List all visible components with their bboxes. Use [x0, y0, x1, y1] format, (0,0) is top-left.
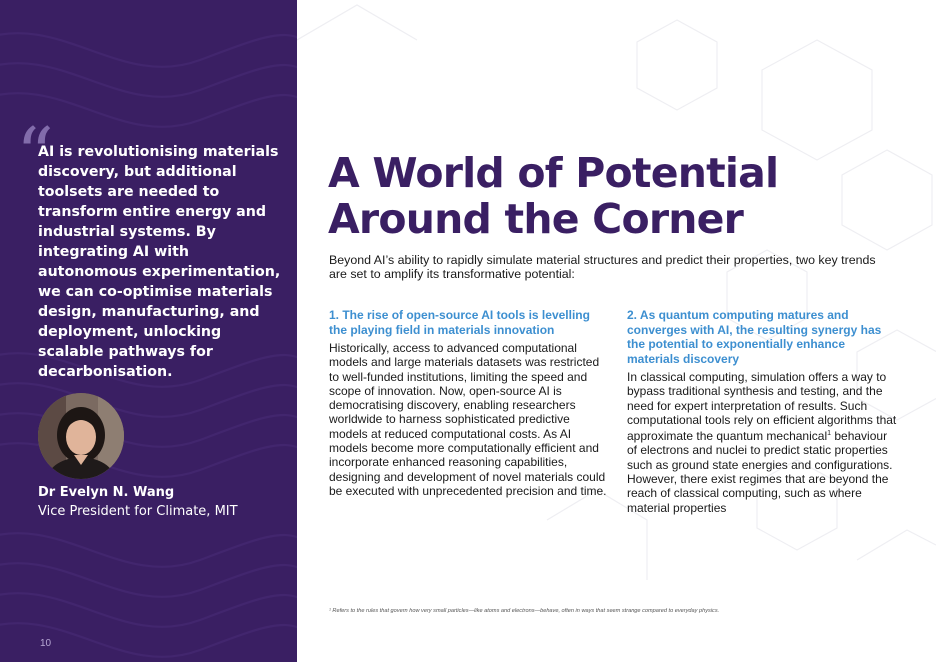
trend-2-column — [627, 308, 899, 515]
trend-2-body-part-2: behaviour of electrons and nuclei to predict static properties such as ground state energies and configurations. However, there exist regimes that are beyond the reach of classical computing, such as where material properties — [627, 429, 893, 515]
trend-2-body — [627, 370, 899, 515]
author-title: Vice President for Climate, MIT — [38, 504, 238, 519]
trend-1-heading: 1. The rise of open-source AI tools is levelling the playing field in materials innovation — [329, 308, 590, 337]
page-title: A World of Potential Around the Corner — [328, 149, 779, 243]
trend-2-body-part-1: In classical computing, simulation offers a way to bypass traditional synthesis and testing, and the need for expert interpretation of results. Such computational tools rely on efficient algorithms that approximate the quantum mechanical — [627, 370, 897, 444]
intro-paragraph: Beyond AI’s ability to rapidly simulate material structures and predict their properties, two key trends are set to amplify its transformative potential: — [329, 253, 876, 281]
trend-1-body: Historically, access to advanced computational models and large materials datasets was restricted to well-funded institutions, limiting the speed and scope of innovation. Now, open-source AI is democratising discovery, enabling researchers worldwide to harness sophisticated predictive models at reduced computational costs. As AI models become more computationally efficient and incorporate enhanced reasoning capabilities, designing and development of novel materials could be executed with unprecedented precision and time. — [329, 341, 607, 498]
page-number: 10 — [40, 638, 52, 649]
author-avatar — [38, 393, 124, 479]
pull-quote: AI is revolutionising materials discovery, but additional toolsets are needed to transform entire energy and industrial systems. By integrating AI with autonomous experimentation, we can co-optimise materials design, manufacturing, and deployment, unlocking scalable pathways for decarbonisation. — [38, 144, 281, 380]
footnote: ¹ Refers to the rules that govern how very small particles—like atoms and electrons—behave, often in ways that seem strange compared to everyday physics. — [329, 608, 720, 614]
trend-1-column — [329, 308, 609, 498]
footnote-reference: 1 — [827, 430, 832, 438]
quote-mark-icon: “ — [16, 112, 54, 198]
quote-sidebar — [0, 0, 297, 662]
author-name: Dr Evelyn N. Wang — [38, 485, 175, 500]
trend-2-heading: 2. As quantum computing matures and converges with AI, the resulting synergy has the potential to exponentially enhance materials discovery — [627, 308, 882, 366]
